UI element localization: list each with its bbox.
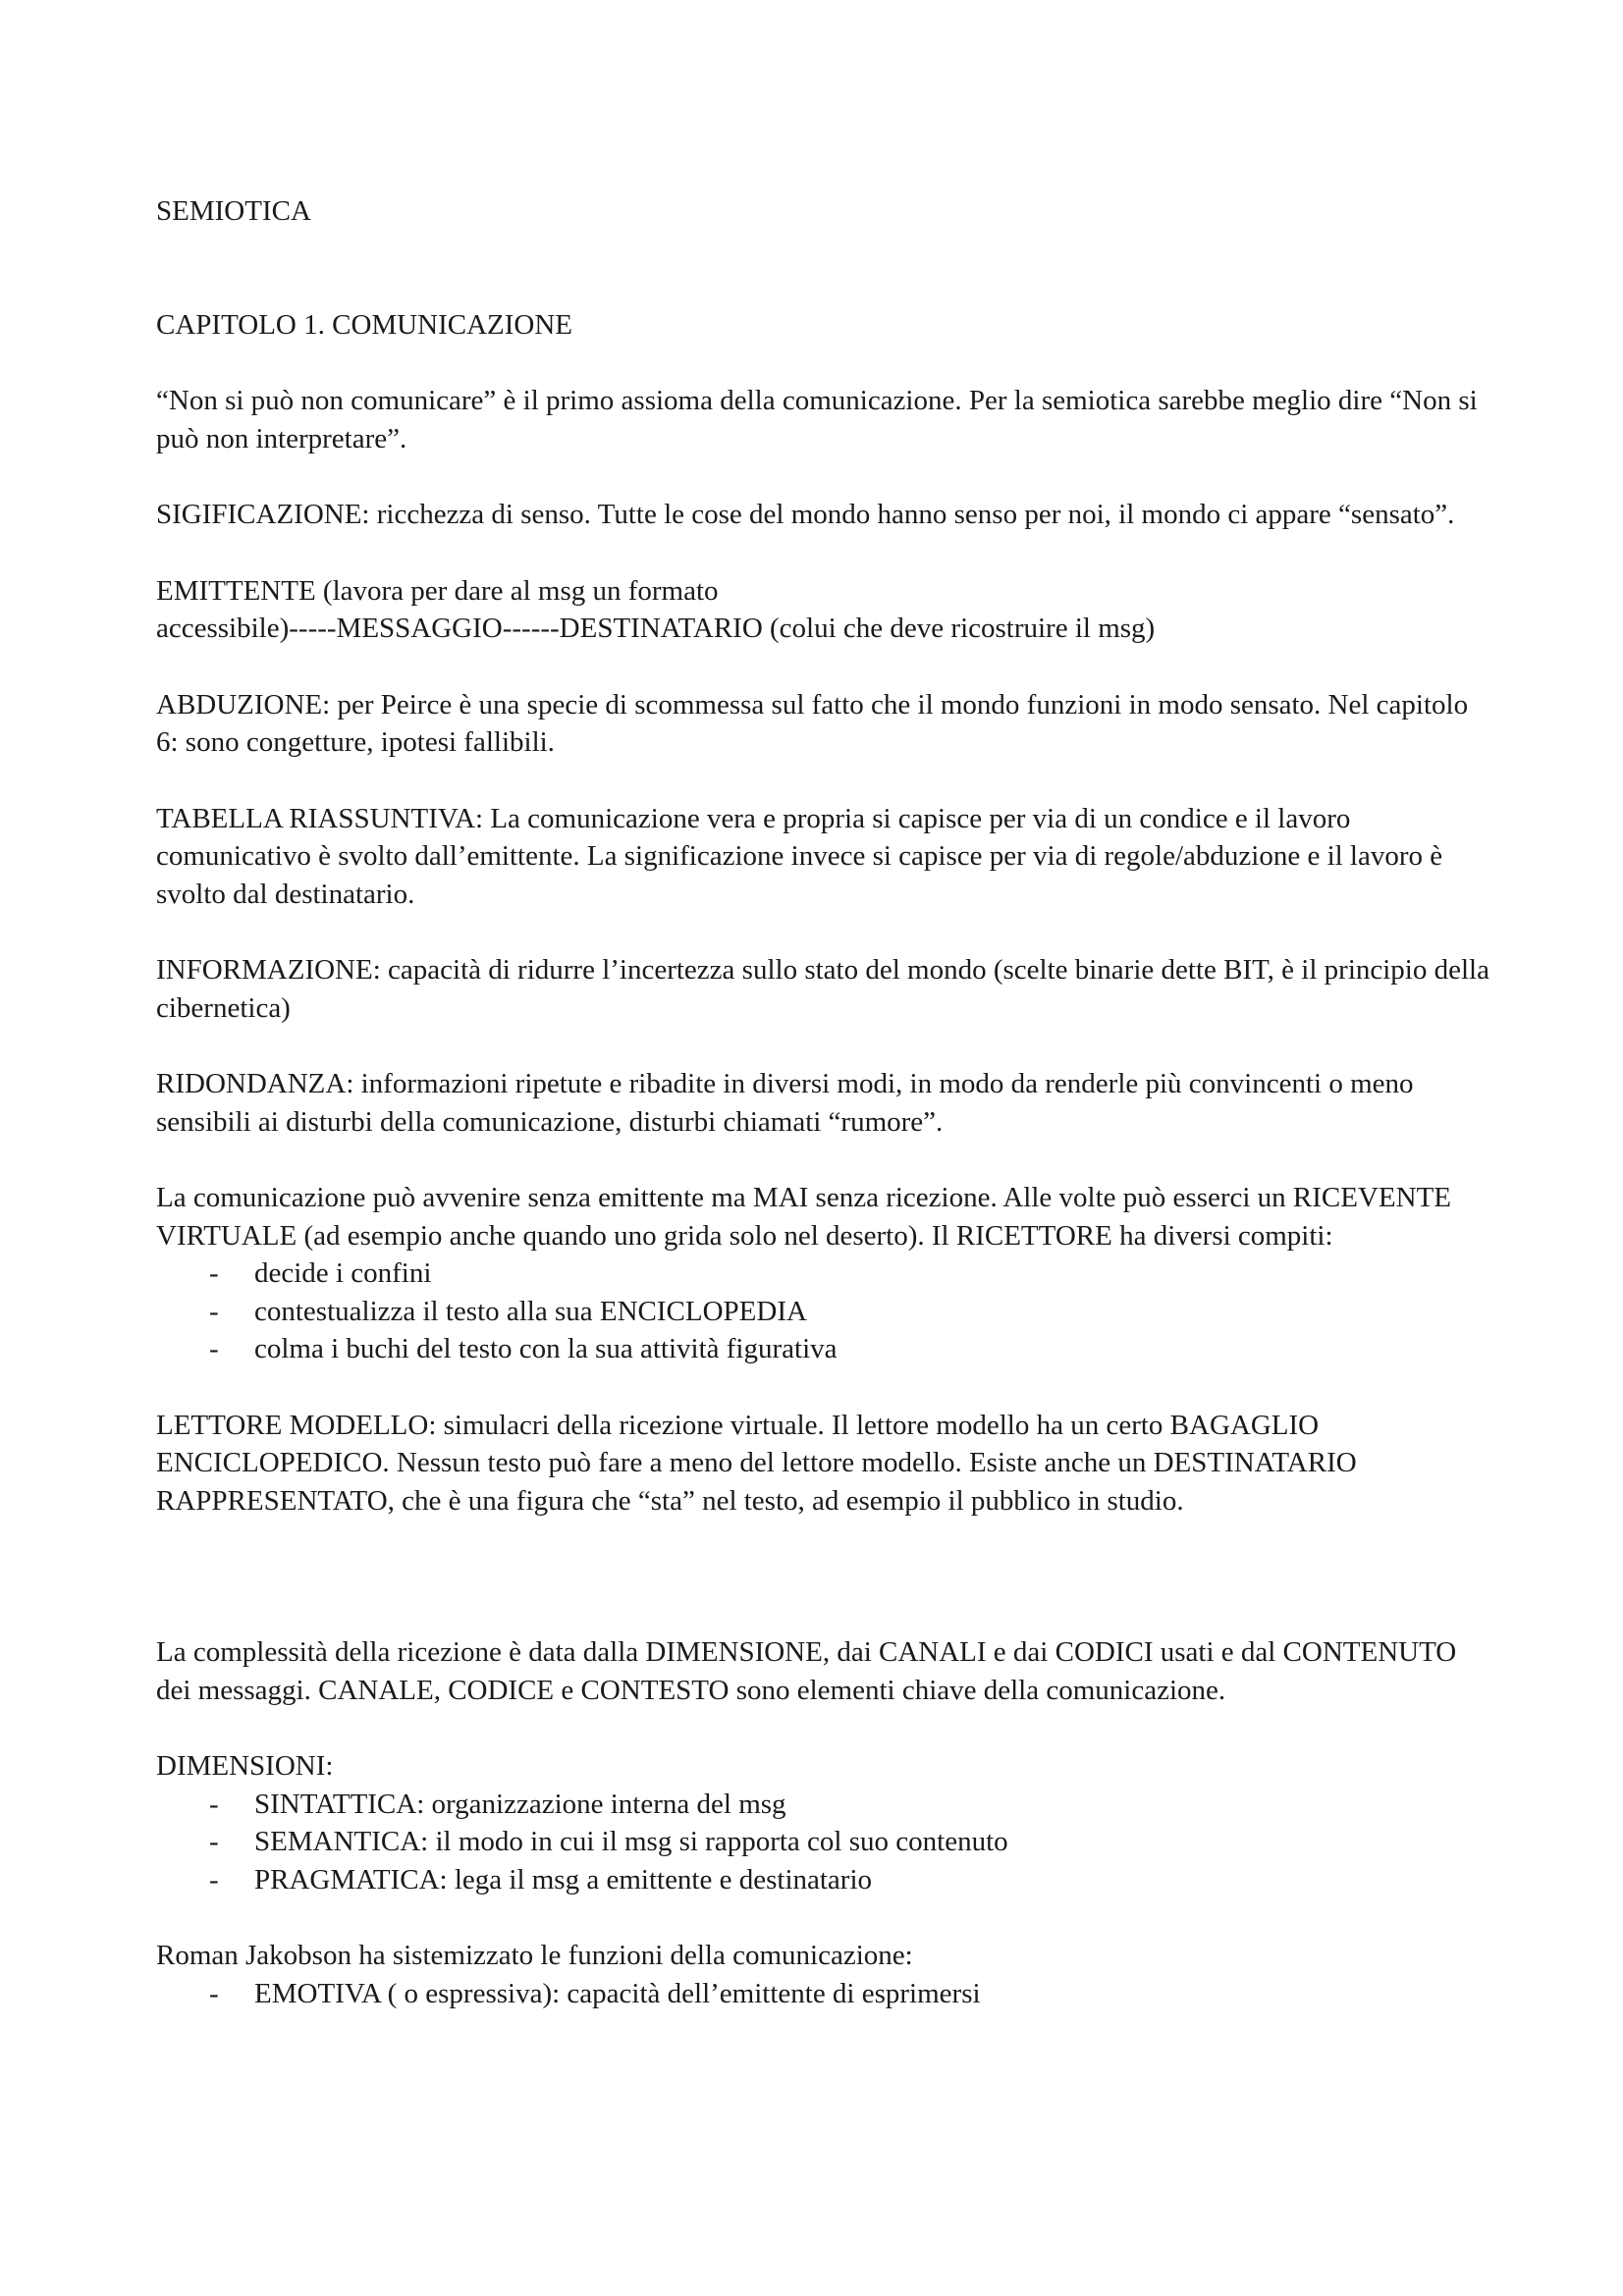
list-item: [156, 1255, 1491, 1293]
document-title: SEMIOTICA: [156, 195, 311, 227]
list-item-text: SINTATTICA: organizzazione interna del msg: [254, 1788, 786, 1820]
paragraph-ridondanza: RIDONDANZA: informazioni ripetute e ribadite in diversi modi, in modo da renderle più convincenti o meno sensibili ai disturbi della comunicazione, disturbi chiamati “rumore”.: [156, 1068, 1414, 1138]
list-item-text: decide i confini: [254, 1257, 432, 1289]
dash-bullet: -: [209, 1977, 219, 2009]
dash-bullet: -: [209, 1333, 219, 1364]
paragraph-ricezione: La comunicazione può avvenire senza emittente ma MAI senza ricezione. Alle volte può esserci un RICEVENTE VIRTUALE (ad esempio anche quando uno grida solo nel deserto). Il RICETTORE ha diversi compiti:: [156, 1182, 1452, 1252]
dimensioni-list: [156, 1786, 1491, 1899]
paragraph-jakobson: Roman Jakobson ha sistemizzato le funzioni della comunicazione:: [156, 1940, 913, 1971]
list-item-text: SEMANTICA: il modo in cui il msg si rapporta col suo contenuto: [254, 1826, 1008, 1857]
dash-bullet: -: [209, 1826, 219, 1857]
paragraph-abduzione: ABDUZIONE: per Peirce è una specie di scommessa sul fatto che il mondo funzioni in modo sensato. Nel capitolo 6: sono congetture, ipotesi fallibili.: [156, 688, 1469, 758]
paragraph-axiom: “Non si può non comunicare” è il primo assioma della comunicazione. Per la semiotica sarebbe meglio dire “Non si può non interpretare”.: [156, 385, 1478, 454]
paragraph-emittente-line2: accessibile)-----MESSAGGIO------DESTINATARIO (colui che deve ricostruire il msg): [156, 613, 1156, 644]
dash-bullet: -: [209, 1257, 219, 1289]
dash-bullet: -: [209, 1295, 219, 1327]
list-item: [156, 1786, 1491, 1824]
list-item: [156, 1861, 1491, 1899]
list-item: [156, 1330, 1491, 1368]
paragraph-informazione: INFORMAZIONE: capacità di ridurre l’incertezza sullo stato del mondo (scelte binarie dette BIT, è il principio della cibernetica): [156, 954, 1489, 1024]
paragraph-emittente-line1: EMITTENTE (lavora per dare al msg un formato: [156, 574, 719, 607]
list-item: [156, 1293, 1491, 1331]
paragraph-tabella: TABELLA RIASSUNTIVA: La comunicazione vera e propria si capisce per via di un condice e il lavoro comunicativo è svolto dall’emittente. La significazione invece si capisce per via di regole/abduzione e il lavoro è svolto dal destinatario.: [156, 802, 1443, 910]
list-item: [156, 1823, 1491, 1861]
dimensioni-heading: DIMENSIONI:: [156, 1750, 334, 1782]
dash-bullet: -: [209, 1863, 219, 1896]
list-item-text: EMOTIVA ( o espressiva): capacità dell’emittente di esprimersi: [254, 1977, 981, 2009]
dash-bullet: -: [209, 1788, 219, 1820]
document-body: [156, 192, 1491, 2012]
list-item-text: contestualizza il testo alla sua ENCICLOPEDIA: [254, 1295, 807, 1327]
paragraph-sigificazione: SIGIFICAZIONE: ricchezza di senso. Tutte le cose del mondo hanno senso per noi, il mondo ci appare “sensato”.: [156, 499, 1455, 530]
jakobson-function-list: [156, 1975, 1491, 2013]
paragraph-complessita: La complessità della ricezione è data dalla DIMENSIONE, dai CANALI e dai CODICI usati e dal CONTENUTO dei messaggi. CANALE, CODICE e CONTESTO sono elementi chiave della comunicazione.: [156, 1636, 1457, 1706]
list-item-text: PRAGMATICA: lega il msg a emittente e destinatario: [254, 1863, 873, 1896]
paragraph-lettore-modello: LETTORE MODELLO: simulacri della ricezione virtuale. Il lettore modello ha un certo BAGAGLIO ENCICLOPEDICO. Nessun testo può fare a meno del lettore modello. Esiste anche un DESTINATARIO RAPPRESENTATO, che è una figura che “sta” nel testo, ad esempio il pubblico in studio.: [156, 1409, 1357, 1517]
list-item: [156, 1975, 1491, 2013]
ricettore-task-list: [156, 1255, 1491, 1368]
list-item-text: colma i buchi del testo con la sua attività figurativa: [254, 1333, 838, 1364]
chapter-heading: CAPITOLO 1. COMUNICAZIONE: [156, 308, 572, 341]
